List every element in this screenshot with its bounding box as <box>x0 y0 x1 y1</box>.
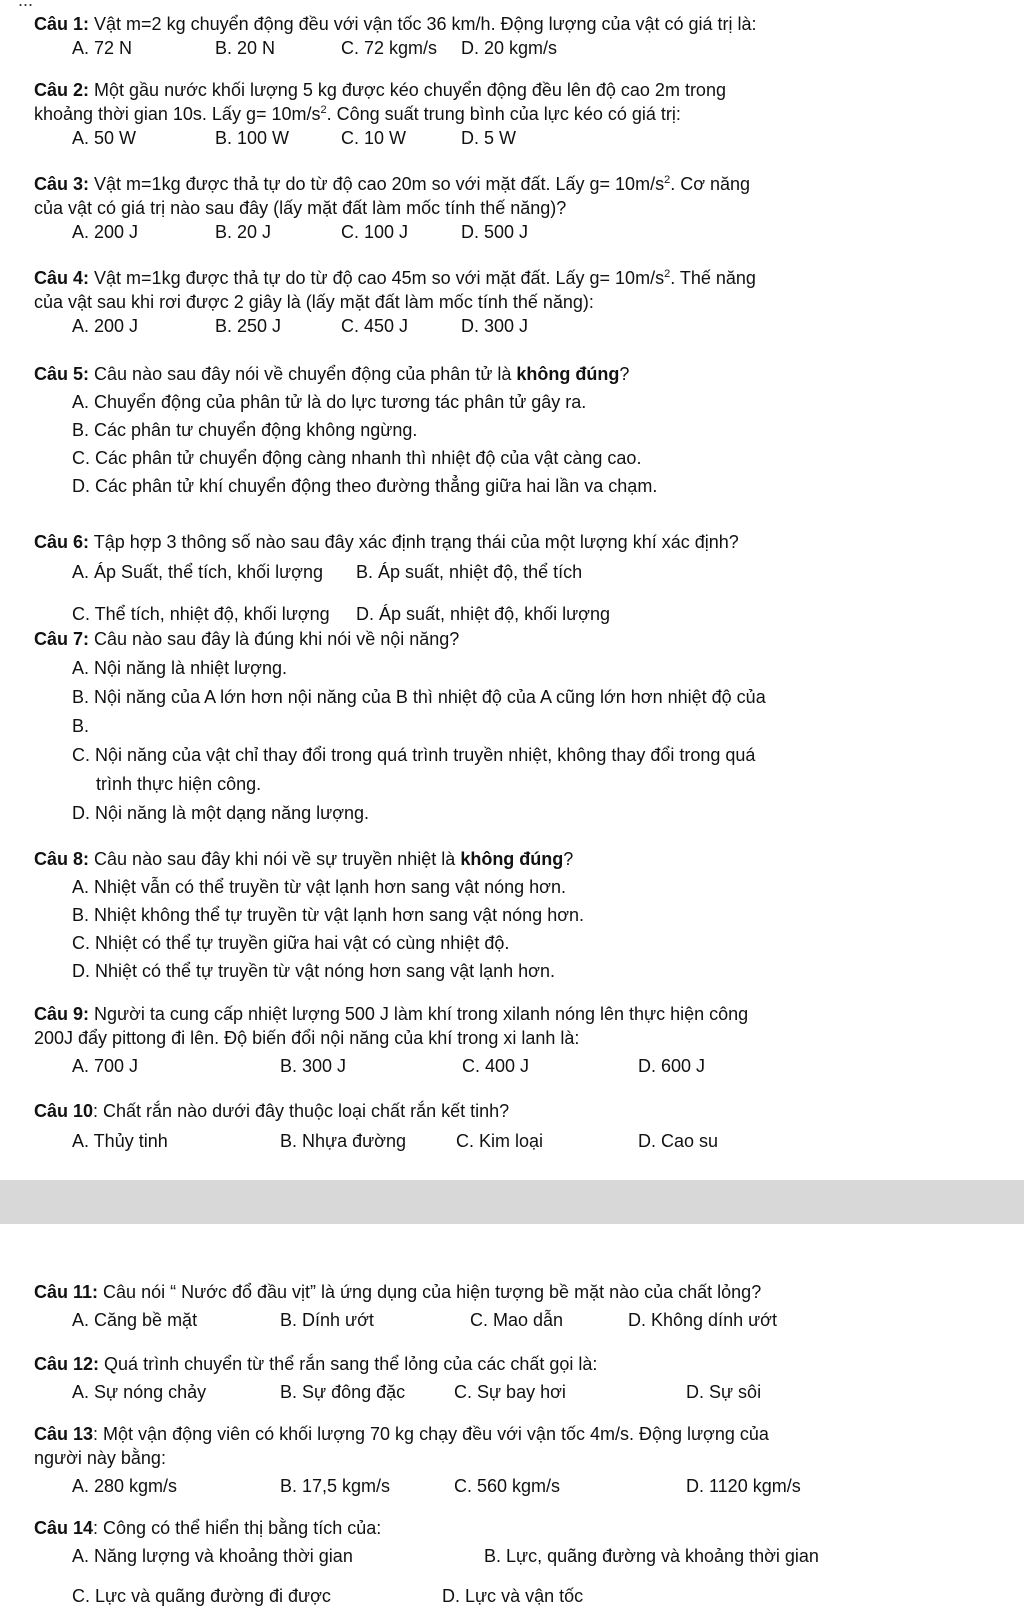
exam-page-2 <box>0 1224 1024 1623</box>
option-d: D. Áp suất, nhiệt độ, khối lượng <box>356 604 610 624</box>
option-b: B. Lực, quãng đường và khoảng thời gian <box>484 1546 819 1566</box>
option-b-continued: B. <box>72 716 90 736</box>
question-6-options-row-2 <box>34 602 978 626</box>
question-2-options <box>34 126 978 150</box>
question-9-stem-line-2: 200J đẩy pittong đi lên. Độ biến đổi nội năng của khí trong xi lanh là: <box>34 1028 580 1048</box>
option-d: D. Nhiệt có thể tự truyền từ vật nóng hơn sang vật lạnh hơn. <box>72 961 555 981</box>
question-9-options <box>34 1054 978 1078</box>
option-b: B. 250 J <box>215 316 282 336</box>
option-b: B. Nhiệt không thể tự truyền từ vật lạnh hơn sang vật nóng hơn. <box>72 905 585 925</box>
question-2-stem-line-2: khoảng thời gian 10s. Lấy $g= 10m/s^2$. Công suất trung bình của lực kéo có giá trị: <box>34 104 681 124</box>
option-c: C. Sự bay hơi <box>454 1382 566 1402</box>
question-1 <box>34 12 978 60</box>
option-c: C. 100 J <box>341 222 409 242</box>
option-a: A. Năng lượng và khoảng thời gian <box>72 1546 353 1566</box>
question-4 <box>34 266 978 338</box>
option-b: B. Các phân tư chuyển động không ngừng. <box>72 420 418 440</box>
question-12-stem: Câu 12: Quá trình chuyển từ thể rắn sang thể lỏng của các chất gọi là: <box>34 1354 598 1374</box>
option-c: C. Kim loại <box>456 1131 544 1151</box>
question-3-options <box>34 220 978 244</box>
option-d: D. 300 J <box>461 316 529 336</box>
option-b: B. 20 J <box>215 222 272 242</box>
question-13 <box>34 1422 978 1498</box>
option-d: D. 1120 kgm/s <box>686 1476 801 1496</box>
option-b: B. Nội năng của A lớn hơn nội năng của B thì nhiệt độ của A cũng lớn hơn nhiệt độ của <box>72 687 766 707</box>
option-a: A. 50 W <box>72 128 137 148</box>
page-separator <box>0 1180 1024 1224</box>
option-d: D. Lực và vận tốc <box>442 1586 584 1606</box>
question-14-options-row-1 <box>34 1544 978 1568</box>
option-d: D. Cao su <box>638 1131 719 1151</box>
option-b: B. 20 N <box>215 38 276 58</box>
question-11 <box>34 1280 978 1332</box>
option-a: A. Thủy tinh <box>72 1131 168 1151</box>
question-10-stem: Câu 10: Chất rắn nào dưới đây thuộc loại chất rắn kết tinh? <box>34 1101 510 1121</box>
question-12-options <box>34 1380 978 1404</box>
question-10 <box>34 1099 978 1153</box>
option-a: A. 200 J <box>72 316 139 336</box>
option-a: A. 280 kgm/s <box>72 1476 178 1496</box>
question-13-options <box>34 1474 978 1498</box>
option-a: A. Áp Suất, thể tích, khối lượng <box>72 562 323 582</box>
question-8-stem: Câu 8: Câu nào sau đây khi nói về sự truyền nhiệt là không đúng? <box>34 849 574 869</box>
option-d: D. 20 kgm/s <box>461 38 558 58</box>
question-14-stem: Câu 14: Công có thể hiển thị bằng tích của: <box>34 1518 382 1538</box>
option-a: A. Sự nóng chảy <box>72 1382 207 1402</box>
question-2-stem: Câu 2: Một gầu nước khối lượng 5 kg được kéo chuyển động đều lên độ cao 2m trong <box>34 80 726 100</box>
option-d: D. 600 J <box>638 1056 706 1076</box>
question-2 <box>34 78 978 150</box>
option-a: A. Căng bề mặt <box>72 1310 198 1330</box>
option-c: C. 400 J <box>462 1056 530 1076</box>
question-13-stem: Câu 13: Một vận động viên có khối lượng 70 kg chạy đều với vận tốc 4m/s. Động lượng của <box>34 1424 769 1444</box>
option-c: C. 450 J <box>341 316 409 336</box>
option-c: C. Thể tích, nhiệt độ, khối lượng <box>72 604 330 624</box>
option-c: C. Nội năng của vật chỉ thay đổi trong quá trình truyền nhiệt, không thay đổi trong quá <box>72 745 756 765</box>
question-6 <box>34 530 978 626</box>
option-b: B. Áp suất, nhiệt độ, thể tích <box>356 562 583 582</box>
option-b: B. 17,5 kgm/s <box>280 1476 391 1496</box>
question-4-stem: Câu 4: Vật m=1kg được thả tự do từ độ cao 45m so với mặt đất. Lấy $g= 10m/s^2$. Thế năng <box>34 268 756 288</box>
option-a: A. Chuyển động của phân tử là do lực tương tác phân tử gây ra. <box>72 392 587 412</box>
question-4-stem-line-2: của vật sau khi rơi được 2 giây là (lấy mặt đất làm mốc tính thế năng): <box>34 292 594 312</box>
question-6-stem: Câu 6: Tập hợp 3 thông số nào sau đây xác định trạng thái của một lượng khí xác định? <box>34 532 739 552</box>
option-a: A. 200 J <box>72 222 139 242</box>
question-11-stem: Câu 11: Câu nói “ Nước đổ đầu vịt” là ứng dụng của hiện tượng bề mặt nào của chất lỏng? <box>34 1282 762 1302</box>
option-d: D. 500 J <box>461 222 529 242</box>
option-b: B. Sự đông đặc <box>280 1382 406 1402</box>
question-5 <box>34 362 978 498</box>
option-c: C. Các phân tử chuyển động càng nhanh thì nhiệt độ của vật càng cao. <box>72 448 642 468</box>
option-d: D. Các phân tử khí chuyển động theo đường thẳng giữa hai lần va chạm. <box>72 476 658 496</box>
question-7 <box>34 627 978 825</box>
option-d: D. Sự sôi <box>686 1382 762 1402</box>
option-c: C. Lực và quãng đường đi được <box>72 1586 331 1606</box>
option-b: B. Dính ướt <box>280 1310 374 1330</box>
option-c: C. 72 kgm/s <box>341 38 438 58</box>
question-10-options <box>34 1129 978 1153</box>
option-b: B. Nhựa đường <box>280 1131 406 1151</box>
option-c: C. Mao dẫn <box>470 1310 564 1330</box>
option-c: C. Nhiệt có thể tự truyền giữa hai vật có cùng nhiệt độ. <box>72 933 510 953</box>
question-7-stem: Câu 7: Câu nào sau đây là đúng khi nói về nội năng? <box>34 629 460 649</box>
question-8 <box>34 847 978 983</box>
question-3-stem: Câu 3: Vật m=1kg được thả tự do từ độ cao 20m so với mặt đất. Lấy $g= 10m/s^2$. Cơ năng <box>34 174 751 194</box>
option-d: D. Nội năng là một dạng năng lượng. <box>72 803 370 823</box>
question-9 <box>34 1002 978 1078</box>
question-9-stem: Câu 9: Người ta cung cấp nhiệt lượng 500 J làm khí trong xilanh nóng lên thực hiện công <box>34 1004 749 1024</box>
option-b: B. 100 W <box>215 128 290 148</box>
question-3 <box>34 172 978 244</box>
question-12 <box>34 1352 978 1404</box>
option-a: A. Nội năng là nhiệt lượng. <box>72 658 287 678</box>
question-1-stem: Câu 1: Vật m=2 kg chuyển động đều với vận tốc 36 km/h. Động lượng của vật có giá trị là: <box>34 14 757 34</box>
question-6-options-row-1 <box>34 560 978 584</box>
question-3-stem-line-2: của vật có giá trị nào sau đây (lấy mặt đất làm mốc tính thế năng)? <box>34 198 567 218</box>
option-c-continued: trình thực hiện công. <box>96 774 262 794</box>
question-4-options <box>34 314 978 338</box>
question-5-stem: Câu 5: Câu nào sau đây nói về chuyển động của phân tử là không đúng? <box>34 364 630 384</box>
option-a: A. Nhiệt vẫn có thể truyền từ vật lạnh hơn sang vật nóng hơn. <box>72 877 566 897</box>
cut-off-header-fragment: ... <box>18 0 34 10</box>
option-d: D. Không dính ướt <box>628 1310 777 1330</box>
question-14 <box>34 1516 978 1608</box>
option-c: C. 10 W <box>341 128 407 148</box>
question-11-options <box>34 1308 978 1332</box>
question-1-options <box>34 36 978 60</box>
question-13-stem-line-2: người này bằng: <box>34 1448 166 1468</box>
option-b: B. 300 J <box>280 1056 347 1076</box>
option-d: D. 5 W <box>461 128 517 148</box>
option-a: A. 700 J <box>72 1056 139 1076</box>
option-c: C. 560 kgm/s <box>454 1476 561 1496</box>
option-a: A. 72 N <box>72 38 133 58</box>
question-14-options-row-2 <box>34 1584 978 1608</box>
